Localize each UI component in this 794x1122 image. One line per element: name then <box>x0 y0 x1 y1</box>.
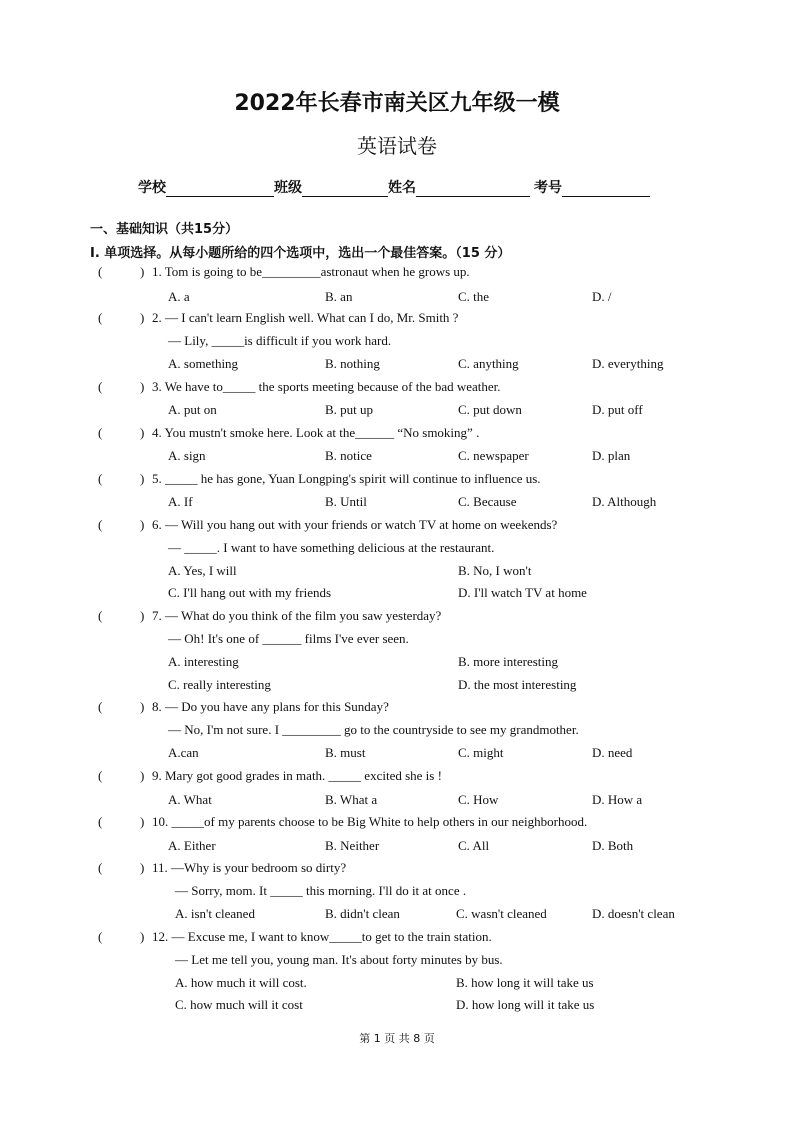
option-a: A. isn't cleaned <box>175 906 255 921</box>
student-info-row <box>138 177 650 197</box>
option-d: D. doesn't clean <box>592 906 675 921</box>
answer-paren-close: ) <box>140 471 145 486</box>
option-a: A. interesting <box>168 654 239 669</box>
option-d: D. Both <box>592 838 634 853</box>
question-stem: 1. Tom is going to be_________astronaut when he grows up. <box>152 264 470 279</box>
answer-paren-close: ) <box>140 310 145 325</box>
option-b: B. how long it will take us <box>456 975 594 990</box>
option-a: A. sign <box>168 448 206 463</box>
answer-paren-close: ) <box>140 860 145 875</box>
option-a: A. Yes, I will <box>168 563 237 578</box>
page-footer: 第 1 页 共 8 页 <box>359 1032 435 1045</box>
option-b: B. No, I won't <box>458 563 532 578</box>
option-b: B. must <box>325 745 366 760</box>
option-c: C. might <box>458 745 504 760</box>
option-c: C. how much will it cost <box>175 997 303 1012</box>
answer-paren-close: ) <box>140 517 145 532</box>
exam-no-field[interactable] <box>562 180 650 197</box>
answer-paren-open[interactable]: ( <box>98 425 103 440</box>
question-stem: 9. Mary got good grades in math. _____ excited she is ! <box>152 768 442 783</box>
option-c: C. put down <box>458 402 522 417</box>
class-field[interactable] <box>302 180 388 197</box>
question-stem-2: — Sorry, mom. It _____ this morning. I'll do it at once . <box>175 883 467 898</box>
question-stem: 5. _____ he has gone, Yuan Longping's spirit will continue to influence us. <box>152 471 541 486</box>
option-c: C. How <box>458 792 499 807</box>
answer-paren-open[interactable]: ( <box>98 310 103 325</box>
option-b: B. an <box>325 289 353 304</box>
option-a: A. a <box>168 289 190 304</box>
option-c: C. Because <box>458 494 517 509</box>
part-instructions: Ⅰ. 单项选择。从每小题所给的四个选项中，选出一个最佳答案。（15 分） <box>90 246 511 261</box>
answer-paren-close: ) <box>140 425 145 440</box>
question-stem: 10. _____of my parents choose to be Big White to help others in our neighborhood. <box>152 814 588 829</box>
option-a: A. put on <box>168 402 217 417</box>
option-c: C. newspaper <box>458 448 529 463</box>
page-title: 2022年长春市南关区九年级一模 <box>234 91 560 116</box>
question-stem: 8. — Do you have any plans for this Sunday? <box>152 699 389 714</box>
answer-paren-open[interactable]: ( <box>98 768 103 783</box>
option-b: B. put up <box>325 402 374 417</box>
option-d: D. put off <box>592 402 643 417</box>
option-b: B. notice <box>325 448 372 463</box>
answer-paren-open[interactable]: ( <box>98 608 103 623</box>
question-stem: 4. You mustn't smoke here. Look at the______ “No smoking” . <box>152 425 480 440</box>
school-label: 学校 <box>138 180 166 196</box>
question-stem-2: — Let me tell you, young man. It's about forty minutes by bus. <box>175 952 503 967</box>
section-heading: 一、基础知识（共15分） <box>90 222 239 237</box>
answer-paren-close: ) <box>140 608 145 623</box>
answer-paren-open[interactable]: ( <box>98 699 103 714</box>
option-c: C. really interesting <box>168 677 271 692</box>
option-d: D. Although <box>592 494 657 509</box>
question-stem: 2. — I can't learn English well. What can I do, Mr. Smith ? <box>152 310 459 325</box>
page-subtitle: 英语试卷 <box>357 134 437 158</box>
answer-paren-close: ) <box>140 699 145 714</box>
option-b: B. What a <box>325 792 378 807</box>
option-a: A. how much it will cost. <box>175 975 307 990</box>
option-d: D. I'll watch TV at home <box>458 585 587 600</box>
answer-paren-close: ) <box>140 379 145 394</box>
option-c: C. anything <box>458 356 519 371</box>
option-d: D. how long will it take us <box>456 997 595 1012</box>
question-stem: 3. We have to_____ the sports meeting because of the bad weather. <box>152 379 501 394</box>
option-b: B. nothing <box>325 356 380 371</box>
option-d: D. plan <box>592 448 631 463</box>
option-c: C. wasn't cleaned <box>456 906 547 921</box>
option-a: A. Either <box>168 838 216 853</box>
option-d: D. the most interesting <box>458 677 577 692</box>
exam-no-label: 考号 <box>534 180 562 196</box>
answer-paren-close: ) <box>140 814 145 829</box>
option-c: C. I'll hang out with my friends <box>168 585 332 600</box>
option-c: C. the <box>458 289 490 304</box>
answer-paren-open[interactable]: ( <box>98 814 103 829</box>
option-b: B. didn't clean <box>325 906 400 921</box>
option-c: C. All <box>458 838 490 853</box>
answer-paren-open[interactable]: ( <box>98 929 103 944</box>
option-a: A.can <box>168 745 199 760</box>
answer-paren-open[interactable]: ( <box>98 264 103 279</box>
option-d: D. everything <box>592 356 664 371</box>
option-b: B. Until <box>325 494 367 509</box>
option-d: D. How a <box>592 792 643 807</box>
option-a: A. something <box>168 356 239 371</box>
option-b: B. more interesting <box>458 654 559 669</box>
question-stem: 7. — What do you think of the film you saw yesterday? <box>152 608 442 623</box>
answer-paren-close: ) <box>140 264 145 279</box>
name-label: 姓名 <box>388 180 416 196</box>
question-stem: 12. — Excuse me, I want to know_____to get to the train station. <box>152 929 492 944</box>
answer-paren-close: ) <box>140 929 145 944</box>
question-stem: 6. — Will you hang out with your friends or watch TV at home on weekends? <box>152 517 558 532</box>
answer-paren-open[interactable]: ( <box>98 471 103 486</box>
option-d: D. / <box>592 289 612 304</box>
answer-paren-close: ) <box>140 768 145 783</box>
class-label: 班级 <box>274 180 302 196</box>
question-stem-2: — No, I'm not sure. I _________ go to the countryside to see my grandmother. <box>168 722 579 737</box>
answer-paren-open[interactable]: ( <box>98 379 103 394</box>
question-stem-2: — _____. I want to have something delicious at the restaurant. <box>168 540 495 555</box>
option-d: D. need <box>592 745 633 760</box>
option-b: B. Neither <box>325 838 380 853</box>
question-stem-2: — Oh! It's one of ______ films I've ever seen. <box>168 631 409 646</box>
question-stem-2: — Lily, _____is difficult if you work hard. <box>168 333 392 348</box>
answer-paren-open[interactable]: ( <box>98 860 103 875</box>
option-a: A. What <box>168 792 212 807</box>
question-stem: 11. —Why is your bedroom so dirty? <box>152 860 347 875</box>
school-field[interactable] <box>166 180 274 197</box>
name-field[interactable] <box>416 180 530 197</box>
answer-paren-open[interactable]: ( <box>98 517 103 532</box>
option-a: A. If <box>168 494 193 509</box>
